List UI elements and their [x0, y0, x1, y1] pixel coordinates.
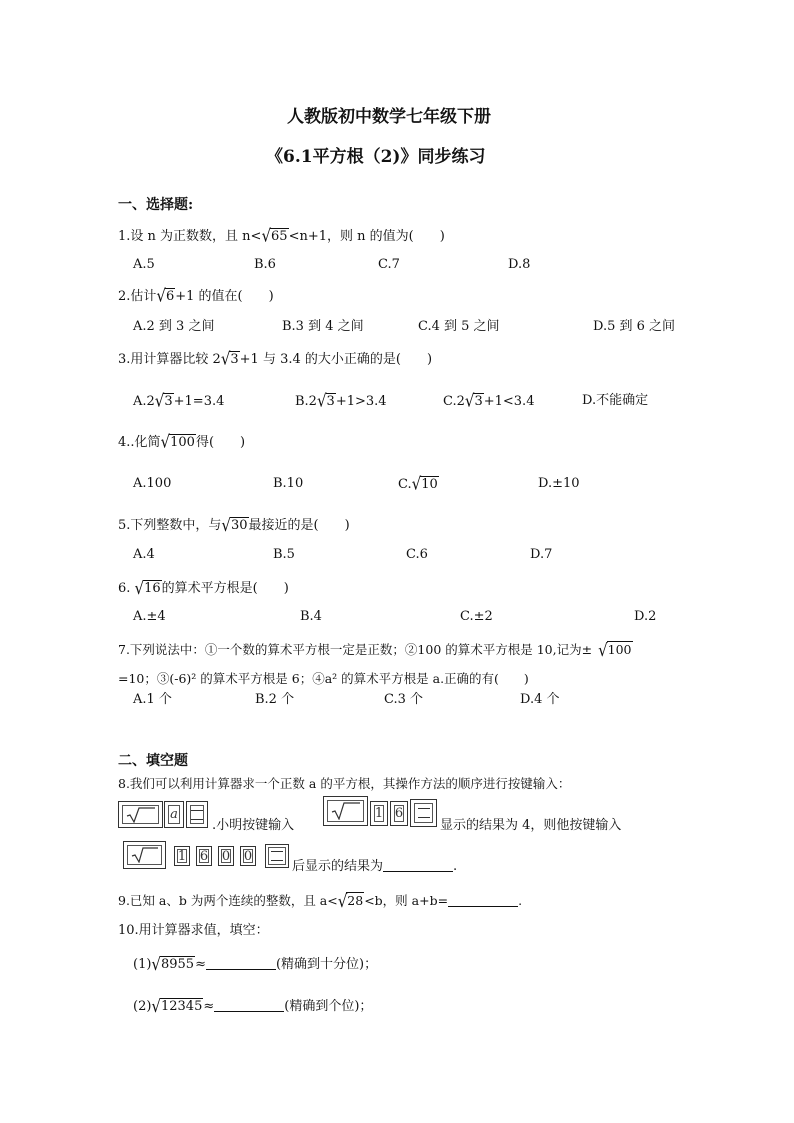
question-4: 4..化简√100得( ) [118, 431, 246, 453]
equals-icon [191, 810, 203, 820]
answer-blank [383, 857, 453, 872]
q10-part-1: (1)√8955≈ (精确到十分位)； [133, 953, 378, 975]
q5-option-c: C.6 [406, 547, 428, 562]
q1-option-a: A.5 [133, 257, 155, 272]
q8-mid-text: .小明按键输入 [212, 818, 295, 833]
question-9: 9.已知 a、b 为两个连续的整数，且 a<√28<b，则 a+b= . [118, 890, 523, 912]
question-2: 2.估计√6+1 的值在( ) [118, 285, 274, 307]
q4-option-a: A.100 [133, 476, 172, 491]
q10-part-2: (2)√12345≈ (精确到个位)； [133, 995, 373, 1017]
q2-option-d: D.5 到 6 之间 [593, 319, 676, 334]
section-heading-choice: 一、选择题: [118, 197, 194, 213]
q6-option-a: A.±4 [133, 609, 166, 624]
sqrt-symbol: √6 [156, 285, 175, 307]
answer-blank [214, 997, 284, 1012]
digit-key-6: 6 [390, 801, 408, 826]
digit-key-1: 1 [174, 846, 190, 866]
question-1: 1.设 n 为正数数，且 n<√65<n+1，则 n 的值为( ) [118, 225, 445, 247]
q1-option-d: D.8 [508, 257, 531, 272]
q4-option-b: B.10 [273, 476, 304, 491]
q7-option-b: B.2 个 [255, 692, 295, 707]
q7-option-a: A.1 个 [133, 692, 172, 707]
section-heading-fill: 二、填空题 [118, 753, 188, 769]
answer-blank [448, 892, 518, 907]
question-5: 5.下列整数中，与√30最接近的是( ) [118, 514, 350, 536]
sqrt-symbol: √28 [337, 890, 364, 912]
sqrt-symbol: √65 [261, 225, 288, 247]
equals-icon [271, 851, 283, 861]
digit-key-0: 0 [240, 846, 256, 866]
sqrt-key [123, 841, 166, 869]
q2-option-a: A.2 到 3 之间 [133, 319, 215, 334]
q2-option-b: B.3 到 4 之间 [282, 319, 364, 334]
equals-icon [418, 808, 430, 818]
q6-option-d: D.2 [634, 609, 657, 624]
q8-tail: 后显示的结果为 . [292, 859, 458, 874]
q3-option-c: C.2√3+1<3.4 [443, 390, 535, 412]
q6-option-c: C.±2 [460, 609, 493, 624]
q6-option-b: B.4 [300, 609, 322, 624]
a-key: a [164, 801, 184, 828]
question-10: 10.用计算器求值，填空： [118, 923, 269, 938]
question-6: 6. √16的算术平方根是( ) [118, 577, 289, 599]
q5-option-b: B.5 [273, 547, 295, 562]
q7-option-d: D.4 个 [520, 692, 560, 707]
page-subtitle: 《6.1平方根（2)》同步练习 [266, 147, 486, 167]
q4-option-d: D.±10 [538, 476, 580, 491]
q3-option-b: B.2√3+1>3.4 [295, 390, 387, 412]
page-title: 人教版初中数学七年级下册 [287, 107, 491, 127]
question-7-line-2: =10；③(-6)² 的算术平方根是 6；④a² 的算术平方根是 a.正确的有( ) [118, 671, 529, 686]
equals-key [265, 844, 289, 868]
q8-result-text: 显示的结果为 4，则他按键输入 [440, 818, 622, 833]
digit-key-0: 0 [218, 846, 234, 866]
sqrt-key [118, 801, 163, 828]
q7-option-c: C.3 个 [384, 692, 424, 707]
sqrt-symbol: √100 [160, 431, 195, 453]
digit-key-6: 6 [196, 846, 212, 866]
equals-key [186, 801, 208, 828]
sqrt-icon [331, 802, 361, 820]
sqrt-icon [126, 807, 156, 823]
q5-option-d: D.7 [530, 547, 553, 562]
digit-key-1: 1 [370, 801, 388, 826]
sqrt-icon [131, 847, 159, 863]
question-7-line-1: 7.下列说法中：①一个数的算术平方根一定是正数；②100 的算术平方根是 10,记为± √100 [118, 639, 632, 661]
question-8-line-1: 8.我们可以利用计算器求一个正数 a 的平方根，其操作方法的顺序进行按键输入： [118, 776, 571, 791]
equals-key [410, 799, 437, 827]
sqrt-symbol: √3 [220, 348, 239, 370]
answer-blank [206, 955, 276, 970]
sqrt-symbol: √16 [134, 577, 161, 599]
q1-option-b: B.6 [254, 257, 276, 272]
sqrt-key [323, 796, 368, 826]
q2-option-c: C.4 到 5 之间 [418, 319, 500, 334]
q4-option-c: C.√10 [398, 473, 438, 495]
sqrt-symbol: √30 [221, 514, 248, 536]
question-3: 3.用计算器比较 2√3+1 与 3.4 的大小正确的是( ) [118, 348, 433, 370]
q5-option-a: A.4 [133, 547, 155, 562]
q1-option-c: C.7 [378, 257, 400, 272]
q3-option-d: D.不能确定 [582, 393, 649, 408]
q3-option-a: A.2√3+1=3.4 [133, 390, 225, 412]
